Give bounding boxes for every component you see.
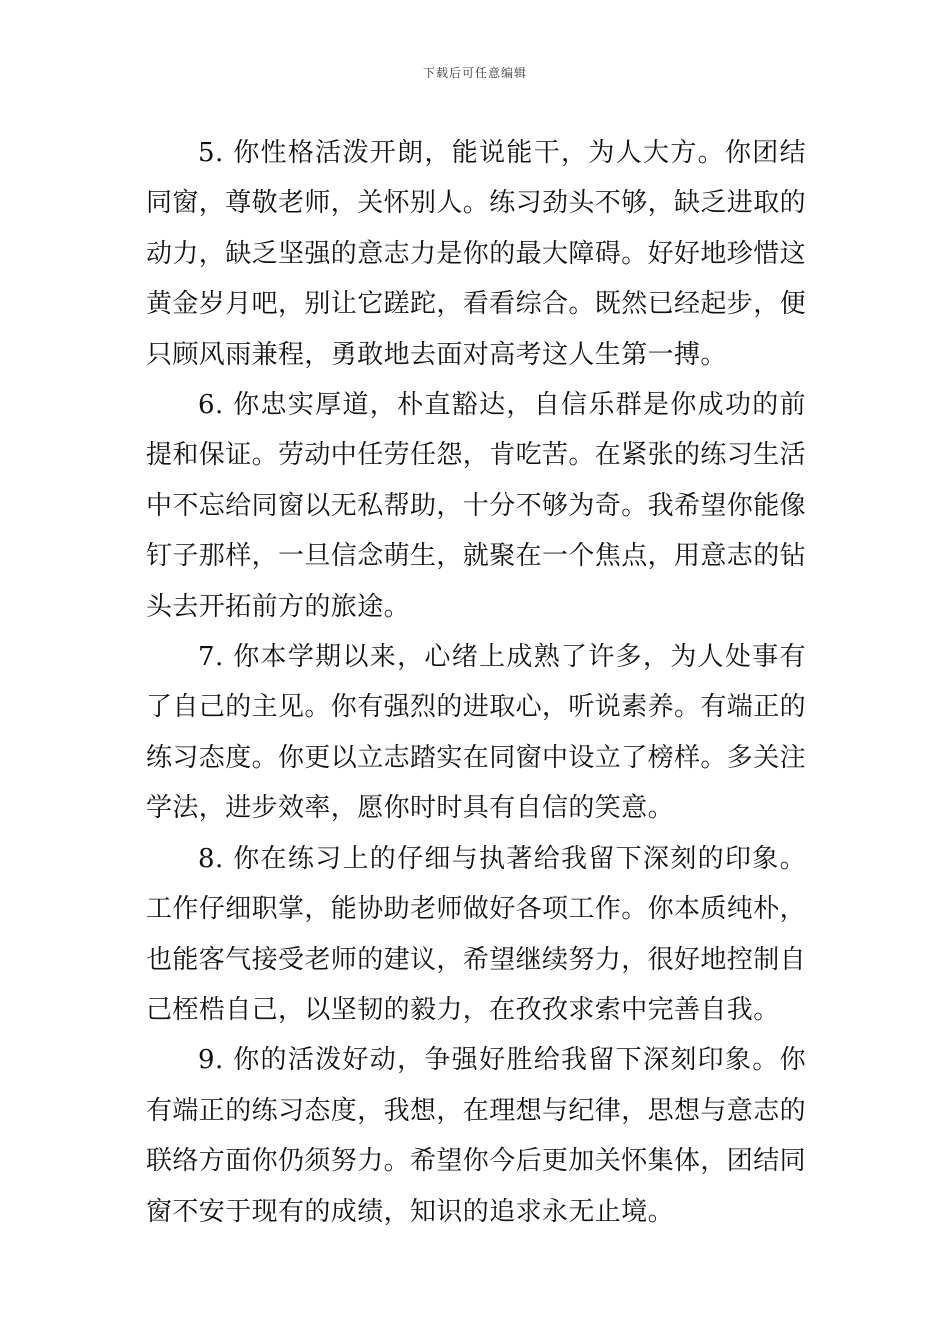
page-header: 下载后可任意编辑	[422, 66, 527, 80]
paragraph-8: 8. 你在练习上的仔细与执著给我留下深刻的印象。工作仔细职掌，能协助老师做好各项工作。你本质纯朴，也能客气接受老师的建议，希望继续努力，很好地控制自己桎梏自己，以坚韧的毅力，在孜孜求索中完善自我。	[146, 843, 807, 1025]
paragraph-5: 5. 你性格活泼开朗，能说能干，为人大方。你团结同窗，尊敬老师，关怀别人。练习劲头不够，缺乏进取的动力，缺乏坚强的意志力是你的最大障碍。好好地珍惜这黄金岁月吧，别让它蹉跎，看看综合。既然已经起步，便只顾风雨兼程，勇敢地去面对高考这人生第一搏。	[146, 138, 807, 370]
paragraph-7: 7. 你本学期以来，心绪上成熟了许多，为人处事有了自己的主见。你有强烈的进取心，听说素养。有端正的练习态度。你更以立志踏实在同窗中设立了榜样。多关注学法，进步效率，愿你时时具有自信的笑意。	[146, 642, 807, 824]
document-body	[146, 128, 806, 1237]
paragraph-9: 9. 你的活泼好动，争强好胜给我留下深刻印象。你有端正的练习态度，我想，在理想与纪律，思想与意志的联络方面你仍须努力。希望你今后更加关怀集体，团结同窗不安于现有的成绩，知识的追求永无止境。	[146, 1045, 807, 1227]
paragraph-6: 6. 你忠实厚道，朴直豁达，自信乐群是你成功的前提和保证。劳动中任劳任怨，肯吃苦。在紧张的练习生活中不忘给同窗以无私帮助，十分不够为奇。我希望你能像钉子那样，一旦信念萌生，就聚在一个焦点，用意志的钻头去开拓前方的旅途。	[146, 390, 807, 622]
